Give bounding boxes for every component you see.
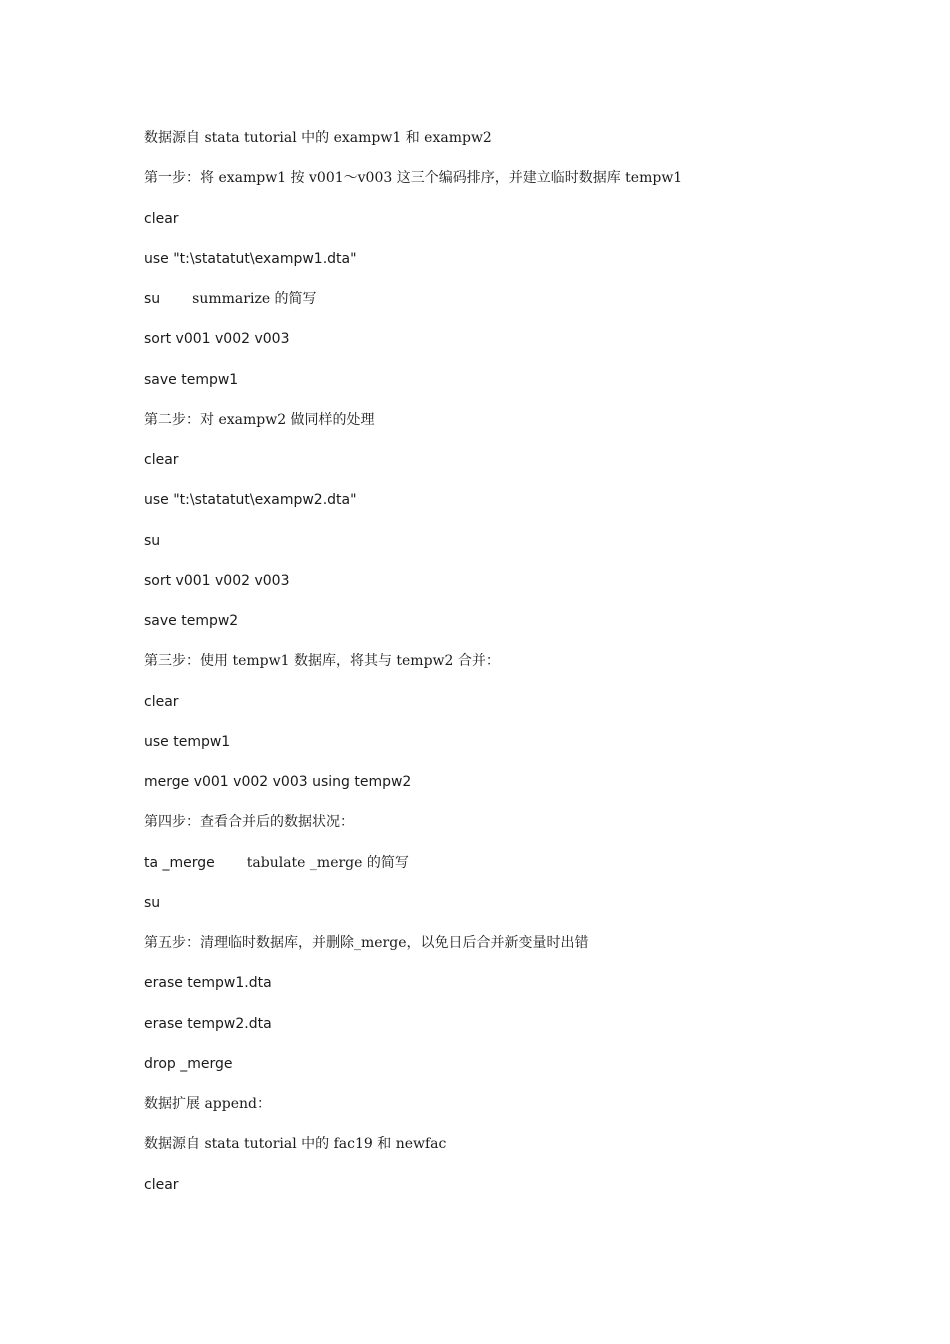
code-line: erase tempw1.dta [144,975,272,992]
section-heading: 数据扩展 append： [144,1096,271,1112]
code-line-with-note [144,289,904,329]
code-line: use tempw1 [144,733,231,750]
document-body [144,128,904,1215]
code-line: save tempw2 [144,613,239,629]
code-line: merge v001 v002 v003 using tempw2 [144,774,412,790]
code-line: clear [144,693,179,710]
code-line: su [144,532,161,549]
code-command: ta _merge [144,854,215,871]
code-line: use "t:\statatut\exampw1.dta" [144,250,357,267]
code-line: sort v001 v002 v003 [144,572,290,589]
code-line: clear [144,1176,179,1193]
code-line: drop _merge [144,1055,233,1072]
code-line: save tempw1 [144,371,239,388]
code-line: erase tempw2.dta [144,1015,272,1032]
text-line: 数据源自 stata tutorial 中的 fac19 和 newfac [144,1136,447,1153]
code-note: summarize 的简写 [192,291,317,307]
code-line: use "t:\statatut\exampw2.dta" [144,492,357,509]
code-note: tabulate _merge 的简写 [246,854,409,871]
code-line: sort v001 v002 v003 [144,331,290,348]
step-heading: 第一步：将 exampw1 按 v001～v003 这三个编码排序，并建立临时数据库 tempw1 [144,170,683,187]
code-line: clear [144,210,179,227]
code-line-with-note [144,853,904,893]
step-heading: 第三步：使用 tempw1 数据库，将其与 tempw2 合并： [144,653,500,670]
step-heading: 第五步：清理临时数据库，并删除_merge，以免日后合并新变量时出错 [144,935,589,951]
step-heading: 第二步：对 exampw2 做同样的处理 [144,411,375,428]
step-heading: 第四步：查看合并后的数据状况： [144,814,354,831]
code-line: su [144,894,161,911]
code-command: su [144,291,161,307]
text-line: 数据源自 stata tutorial 中的 exampw1 和 exampw2 [144,130,492,146]
code-line: clear [144,452,179,468]
